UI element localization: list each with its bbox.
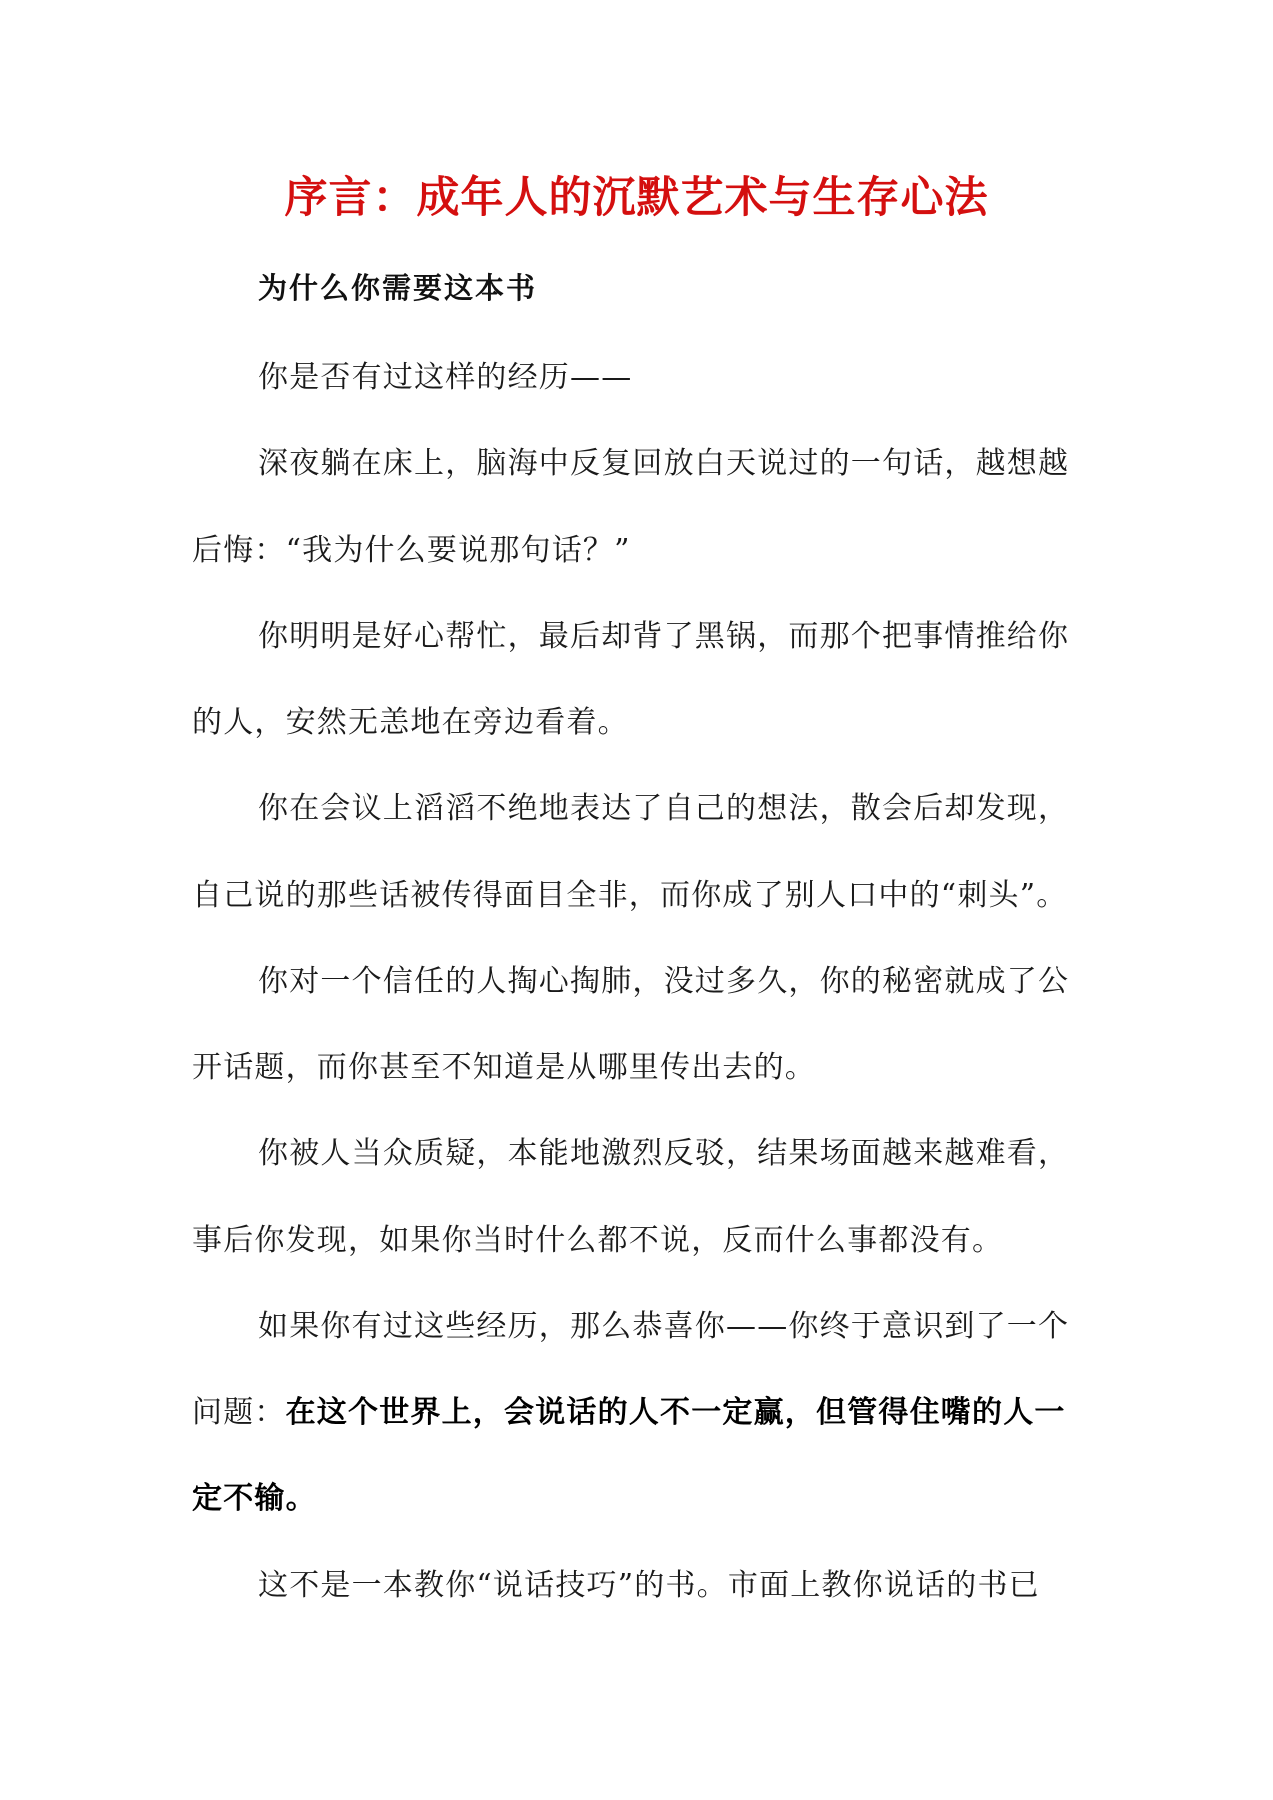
paragraph-line: 你在会议上滔滔不绝地表达了自己的想法，散会后却发现，	[258, 791, 1070, 826]
paragraph-line: 后悔：“我为什么要说那句话？”	[192, 533, 631, 568]
paragraph-line: 事后你发现，如果你当时什么都不说，反而什么事都没有。	[192, 1223, 1004, 1258]
line-prefix: 问题：	[192, 1395, 286, 1430]
paragraph-line: 你明明是好心帮忙，最后却背了黑锅，而那个把事情推给你	[258, 619, 1070, 654]
paragraph-line	[192, 1393, 1066, 1433]
paragraph-line: 这不是一本教你“说话技巧”的书。市面上教你说话的书已	[258, 1568, 1040, 1603]
emphasis-text: 定不输。	[192, 1481, 317, 1516]
paragraph-line: 如果你有过这些经历，那么恭喜你——你终于意识到了一个	[258, 1309, 1070, 1344]
paragraph-line: 你被人当众质疑，本能地激烈反驳，结果场面越来越难看，	[258, 1136, 1070, 1171]
page-title: 序言：成年人的沉默艺术与生存心法	[284, 173, 989, 223]
paragraph-line: 自己说的那些话被传得面目全非，而你成了别人口中的“刺头”。	[192, 878, 1068, 913]
emphasis-text: 在这个世界上，会说话的人不一定赢，但管得住嘴的人一	[285, 1395, 1066, 1430]
section-heading: 为什么你需要这本书	[258, 271, 538, 305]
paragraph-line: 的人，安然无恙地在旁边看着。	[192, 705, 629, 740]
paragraph-line: 你对一个信任的人掏心掏肺，没过多久，你的秘密就成了公	[258, 964, 1070, 999]
paragraph-line: 开话题，而你甚至不知道是从哪里传出去的。	[192, 1050, 816, 1085]
paragraph-line: 深夜躺在床上，脑海中反复回放白天说过的一句话，越想越	[258, 446, 1070, 481]
paragraph-line: 你是否有过这样的经历——	[258, 360, 633, 395]
